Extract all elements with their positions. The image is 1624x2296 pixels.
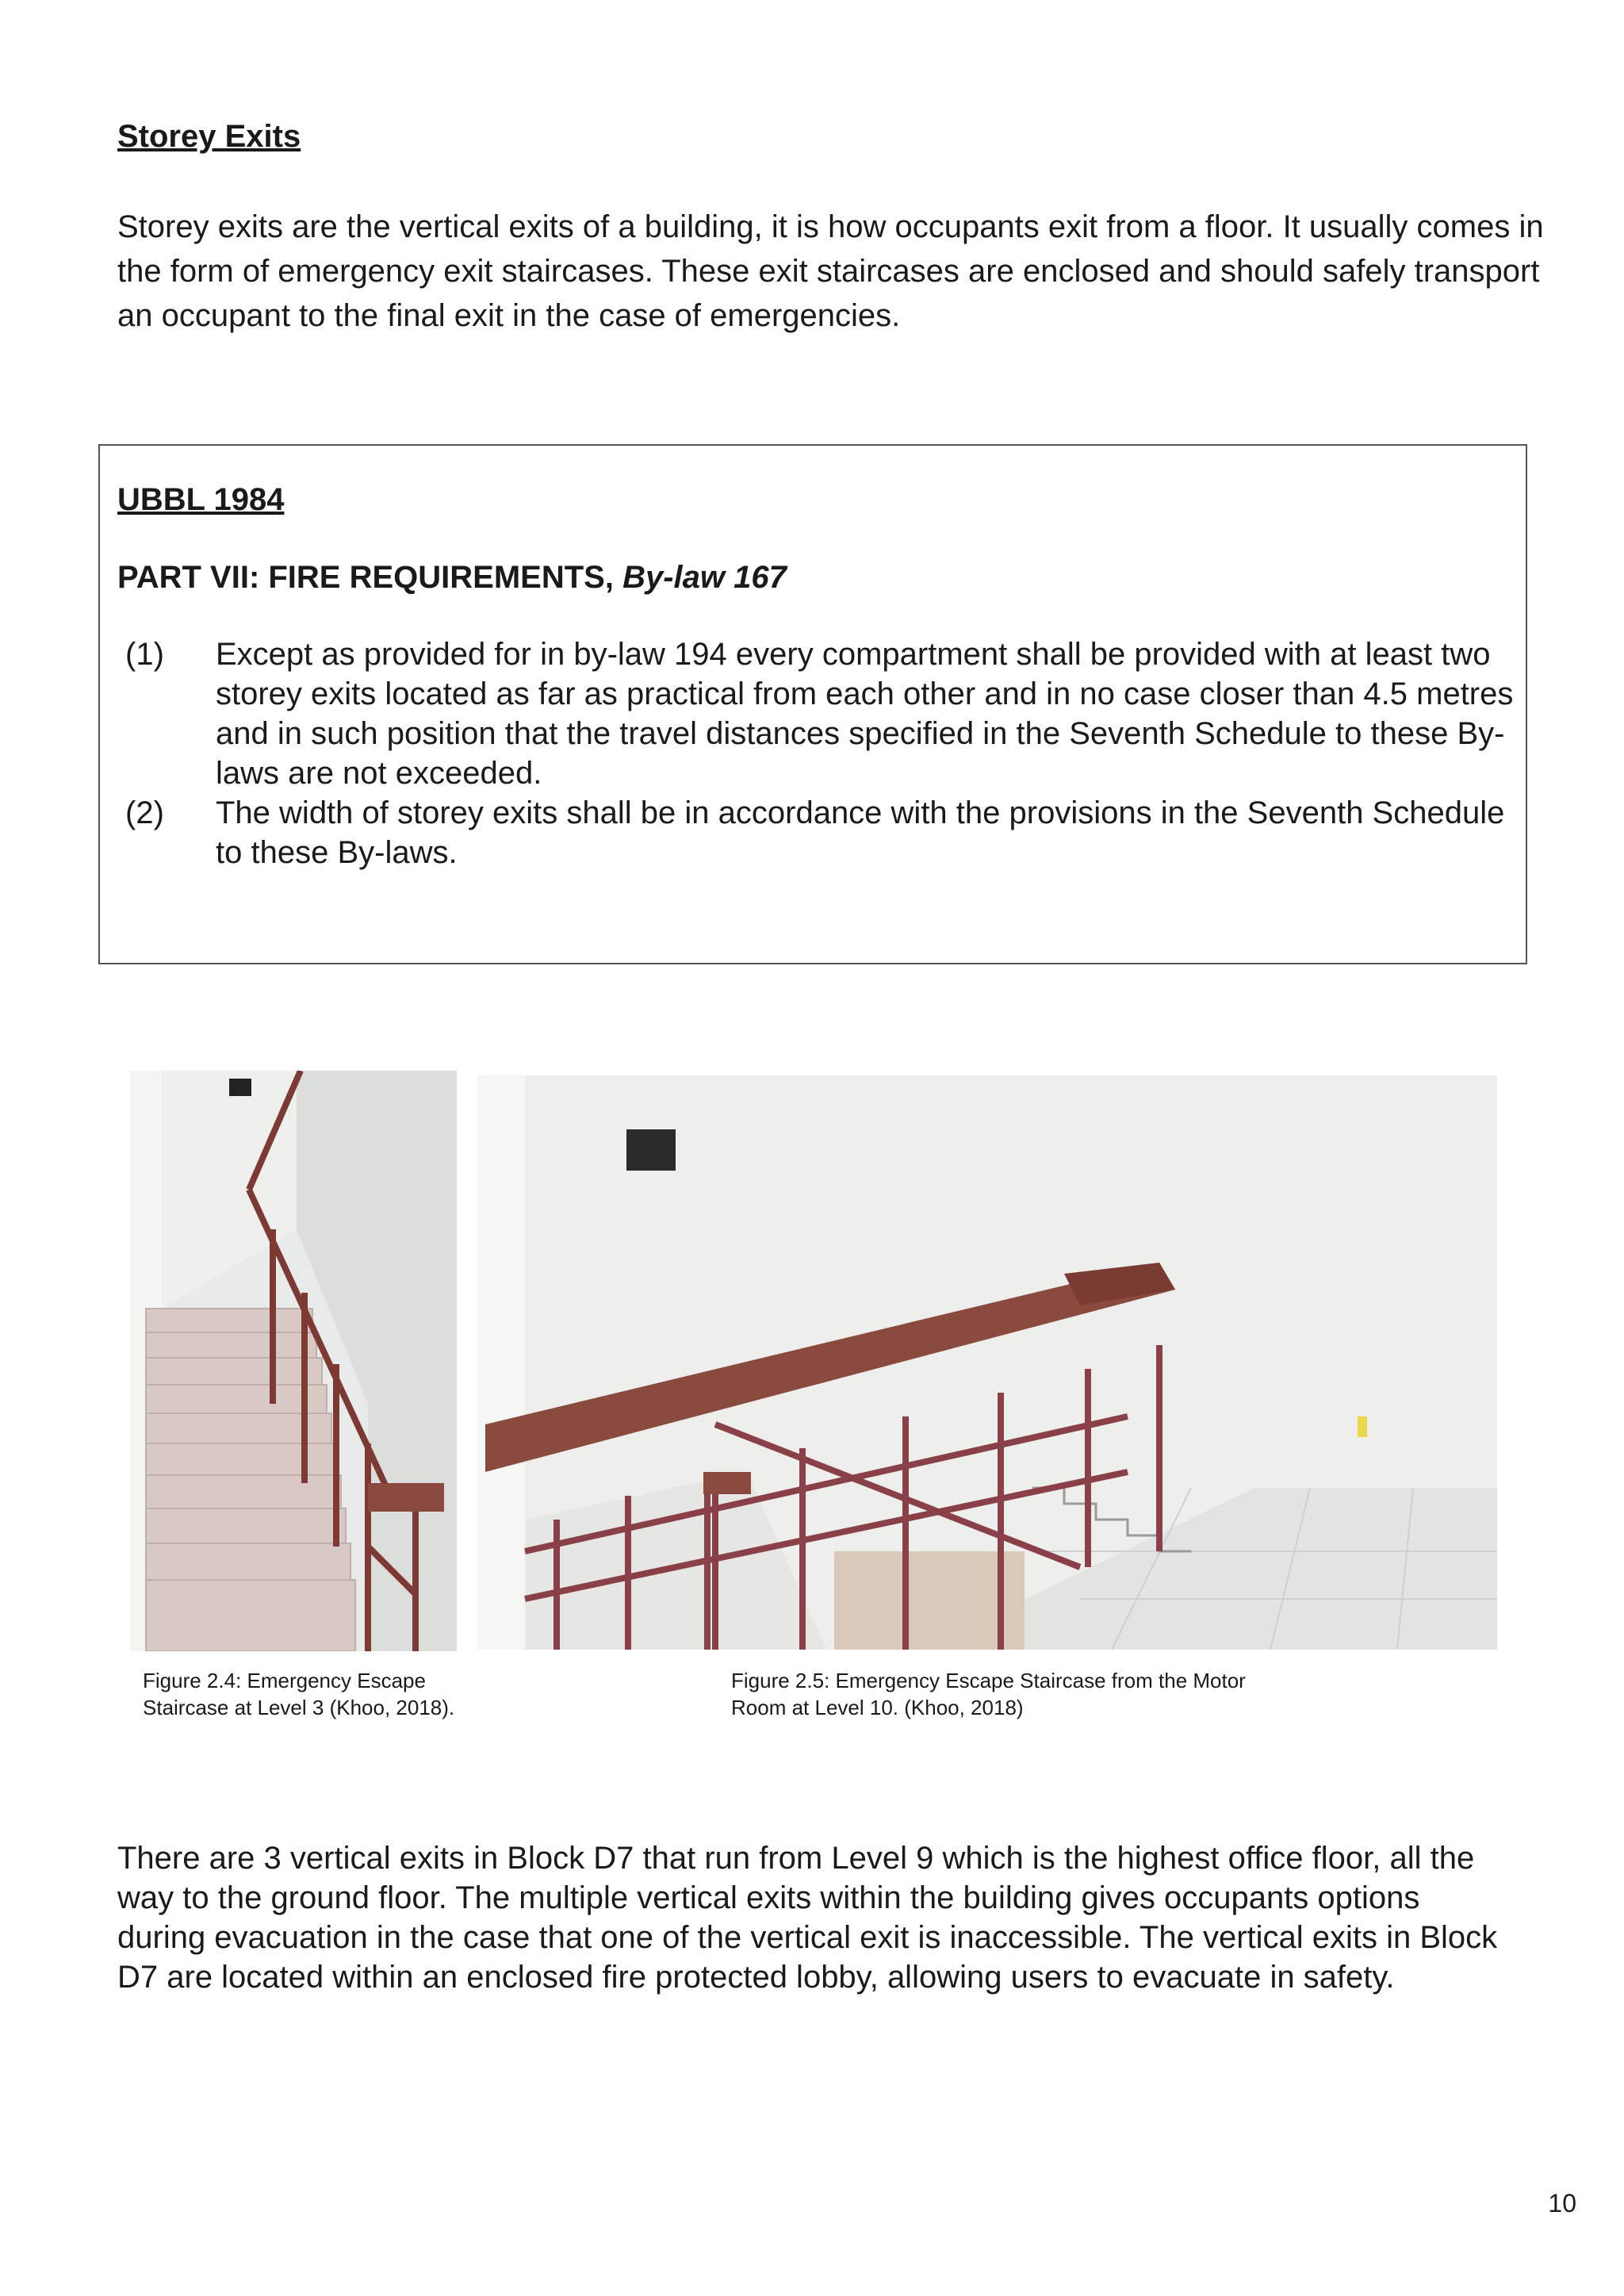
staircase-photo-motor-room-image: [477, 1075, 1497, 1650]
staircase-photo-level-3: [130, 1071, 457, 1651]
figure-caption-2-4: Figure 2.4: Emergency Escape Staircase at Level 3 (Khoo, 2018).: [143, 1669, 455, 1719]
bylaw-part-number: By-law 167: [622, 560, 787, 595]
closing-paragraph: There are 3 vertical exits in Block D7 that run from Level 9 which is the highest office floor, all the way to the ground floor. The multiple vertical exits within the building gives occupants options during evacuation in the case that one of the vertical exit is inaccessible. The vertical exits in Block D7 are located within an enclosed fire protected lobby, allowing users to evacuate in safety.: [117, 1841, 1498, 1995]
bylaw-item-number: (1): [125, 637, 164, 672]
bylaw-item: [125, 793, 1521, 872]
staircase-photo-level-3-image: [130, 1071, 457, 1651]
staircase-photo-motor-room: [477, 1075, 1497, 1650]
intro-paragraph: Storey exits are the vertical exits of a building, it is how occupants exit from a floor. It usually comes in the form of emergency exit staircases. These exit staircases are enclosed and should safely transport an occupant to the final exit in the case of emergencies.: [117, 209, 1544, 333]
bylaw-item-text: Except as provided for in by-law 194 every compartment shall be provided with at least two storey exits located as far as practical from each other and in no case closer than 4.5 metres and in such position that the travel distances specified in the Seventh Schedule to these By-laws are not exceeded.: [216, 637, 1514, 791]
bylaw-item-text: The width of storey exits shall be in accordance with the provisions in the Seventh Schedule to these By-laws.: [216, 795, 1505, 870]
bylaw-item-number: (2): [125, 795, 164, 830]
bylaw-part-text: PART VII: FIRE REQUIREMENTS,: [117, 560, 623, 595]
bylaw-part: [117, 560, 787, 596]
section-heading: Storey Exits: [117, 119, 301, 154]
bylaw-item: [125, 634, 1521, 793]
bylaw-list: [125, 634, 1521, 872]
bylaw-title: UBBL 1984: [117, 482, 285, 517]
page-number: 10: [1548, 2189, 1576, 2217]
figure-caption-2-5: Figure 2.5: Emergency Escape Staircase from the Motor Room at Level 10. (Khoo, 2018): [731, 1669, 1246, 1719]
